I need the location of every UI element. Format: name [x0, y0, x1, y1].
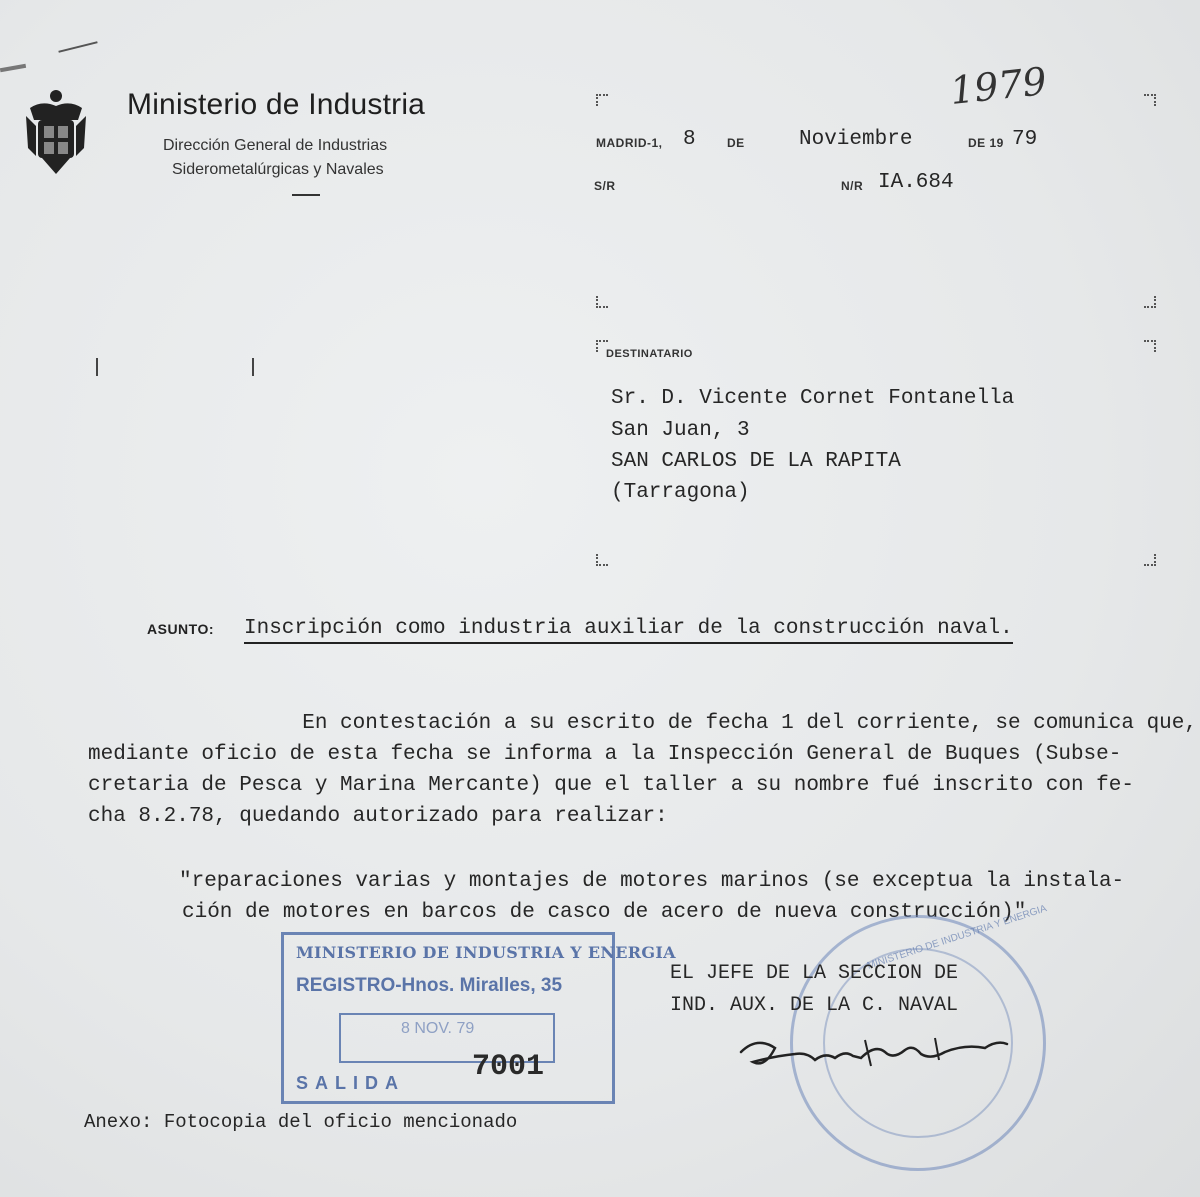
year-prefix-label: DE 19 — [968, 136, 1004, 150]
date-year-suffix: 79 — [1012, 128, 1038, 151]
annex-note: Anexo: Fotocopia del oficio mencionado — [84, 1111, 518, 1133]
fold-mark — [96, 358, 98, 376]
registry-stamp — [281, 932, 676, 1104]
nr-label: N/R — [841, 179, 864, 193]
coat-of-arms-icon — [22, 86, 90, 178]
stamp-salida: SALIDA — [296, 1073, 405, 1093]
frame-corner — [1144, 296, 1156, 308]
date-day: 8 — [683, 128, 696, 151]
direction-line-2: Siderometalúrgicas y Navales — [172, 161, 384, 178]
date-month: Noviembre — [799, 128, 913, 151]
pencil-mark — [0, 64, 26, 72]
quote-line: ción de motores en barcos de casco de acero de nueva construcción)" — [182, 901, 1027, 924]
sr-label: S/R — [594, 179, 616, 193]
header-divider — [292, 194, 320, 196]
body-line: En contestación a su escrito de fecha 1 del corriente, se comunica que, — [88, 712, 1197, 735]
quote-line: "reparaciones varias y montajes de motores marinos (se exceptua la instala- — [179, 870, 1125, 893]
frame-corner — [596, 554, 608, 566]
frame-corner — [596, 296, 608, 308]
stamp-address: REGISTRO-Hnos. Miralles, 35 — [296, 975, 563, 996]
pencil-mark — [58, 41, 97, 53]
madrid-label: MADRID-1, — [596, 136, 663, 150]
frame-corner — [1144, 340, 1156, 352]
subject-label: ASUNTO: — [147, 621, 215, 637]
body-line: mediante oficio de esta fecha se informa a la Inspección General de Buques (Subse- — [88, 743, 1122, 766]
recipient-province: (Tarragona) — [611, 481, 750, 504]
recipient-street: San Juan, 3 — [611, 419, 750, 442]
frame-corner — [596, 94, 608, 106]
recipient-city: SAN CARLOS DE LA RAPITA — [611, 450, 901, 473]
recipient-name: Sr. D. Vicente Cornet Fontanella — [611, 387, 1015, 410]
stamp-date: 8 NOV. 79 — [401, 1020, 475, 1037]
stamp-title: MINISTERIO DE INDUSTRIA Y ENERGIA — [296, 943, 676, 962]
body-line: cretaria de Pesca y Marina Mercante) que el taller a su nombre fué inscrito con fe- — [88, 774, 1134, 797]
handwritten-year: 1979 — [947, 59, 1049, 113]
signature-title-2: IND. AUX. DE LA C. NAVAL — [670, 994, 959, 1017]
direction-line-1: Dirección General de Industrias — [163, 137, 388, 154]
signature-title-1: EL JEFE DE LA SECCION DE — [670, 962, 959, 985]
subject-text: Inscripción como industria auxiliar de la construcción naval. — [244, 617, 1013, 644]
ministry-title: Ministerio de Industria — [127, 88, 426, 121]
signature-icon — [735, 1030, 1015, 1080]
reference-number: IA.684 — [878, 171, 954, 194]
body-line: cha 8.2.78, quedando autorizado para realizar: — [88, 805, 668, 828]
de-label: DE — [727, 136, 745, 150]
stamp-number: 7001 — [472, 1050, 545, 1084]
seal-text: MINISTERIO DE INDUSTRIA Y ENERGIA — [865, 903, 1049, 972]
fold-mark — [252, 358, 254, 376]
frame-corner — [1144, 554, 1156, 566]
recipient-label: DESTINATARIO — [606, 348, 693, 360]
frame-corner — [1144, 94, 1156, 106]
